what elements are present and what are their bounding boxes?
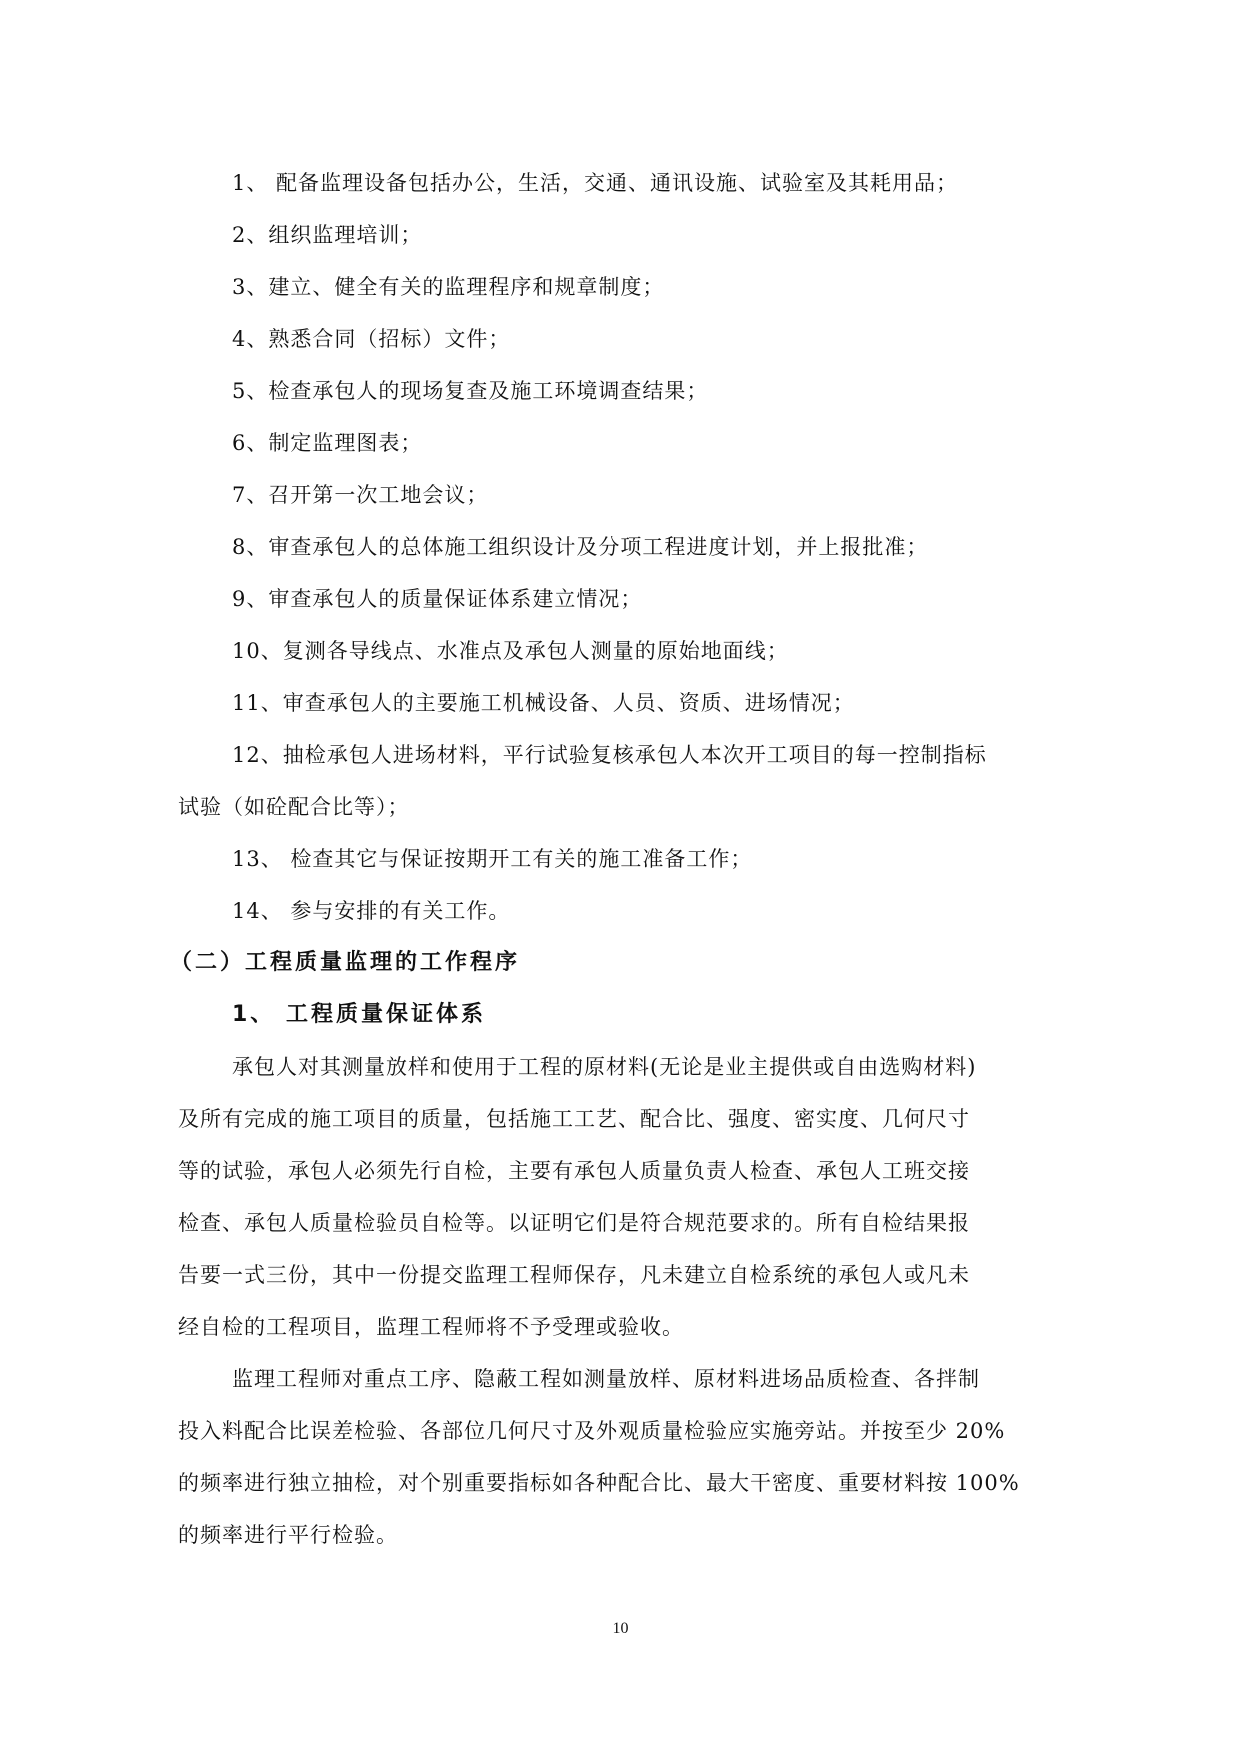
paragraph-line: 监理工程师对重点工序、隐蔽工程如测量放样、原材料进场品质检查、各拌制 (232, 1367, 980, 1391)
list-item: 13、 检查其它与保证按期开工有关的施工准备工作； (232, 847, 753, 871)
paragraph-line: 的频率进行独立抽检，对个别重要指标如各种配合比、最大干密度、重要材料按 100% (178, 1471, 1020, 1495)
paragraph-line: 的频率进行平行检验。 (178, 1523, 398, 1547)
list-item: 5、检查承包人的现场复查及施工环境调查结果； (232, 379, 709, 403)
paragraph-line: 及所有完成的施工项目的质量，包括施工工艺、配合比、强度、密实度、几何尺寸 (178, 1107, 970, 1131)
paragraph-line: 等的试验，承包人必须先行自检，主要有承包人质量负责人检查、承包人工班交接 (178, 1159, 970, 1183)
list-item: 12、抽检承包人进场材料，平行试验复核承包人本次开工项目的每一控制指标 (232, 743, 987, 767)
list-item: 11、审查承包人的主要施工机械设备、人员、资质、进场情况； (232, 691, 855, 715)
paragraph-line: 投入料配合比误差检验、各部位几何尺寸及外观质量检验应实施旁站。并按至少 20% (178, 1419, 1006, 1443)
page-number: 10 (612, 1620, 629, 1637)
list-item: 10、复测各导线点、水准点及承包人测量的原始地面线； (232, 639, 789, 663)
list-item: 8、审查承包人的总体施工组织设计及分项工程进度计划，并上报批准； (232, 535, 929, 559)
paragraph-line: 承包人对其测量放样和使用于工程的原材料(无论是业主提供或自由选购材料) (232, 1055, 977, 1079)
paragraph-line: 经自检的工程项目，监理工程师将不予受理或验收。 (178, 1315, 684, 1339)
subsection-heading: 1、 工程质量保证体系 (232, 1002, 486, 1027)
paragraph-line: 告要一式三份，其中一份提交监理工程师保存，凡未建立自检系统的承包人或凡未 (178, 1263, 970, 1287)
list-item: 3、建立、健全有关的监理程序和规章制度； (232, 275, 665, 299)
paragraph-line: 检查、承包人质量检验员自检等。以证明它们是符合规范要求的。所有自检结果报 (178, 1211, 970, 1235)
list-item: 1、 配备监理设备包括办公，生活，交通、通讯设施、试验室及其耗用品； (232, 171, 959, 195)
list-item: 2、组织监理培训； (232, 223, 423, 247)
section-heading: （二）工程质量监理的工作程序 (170, 950, 521, 975)
list-item: 7、召开第一次工地会议； (232, 483, 489, 507)
list-item: 6、制定监理图表； (232, 431, 423, 455)
list-item: 4、熟悉合同（招标）文件； (232, 327, 511, 351)
list-item: 9、审查承包人的质量保证体系建立情况； (232, 587, 643, 611)
list-item-continuation: 试验（如砼配合比等）； (178, 795, 410, 819)
list-item: 14、 参与安排的有关工作。 (232, 899, 511, 923)
